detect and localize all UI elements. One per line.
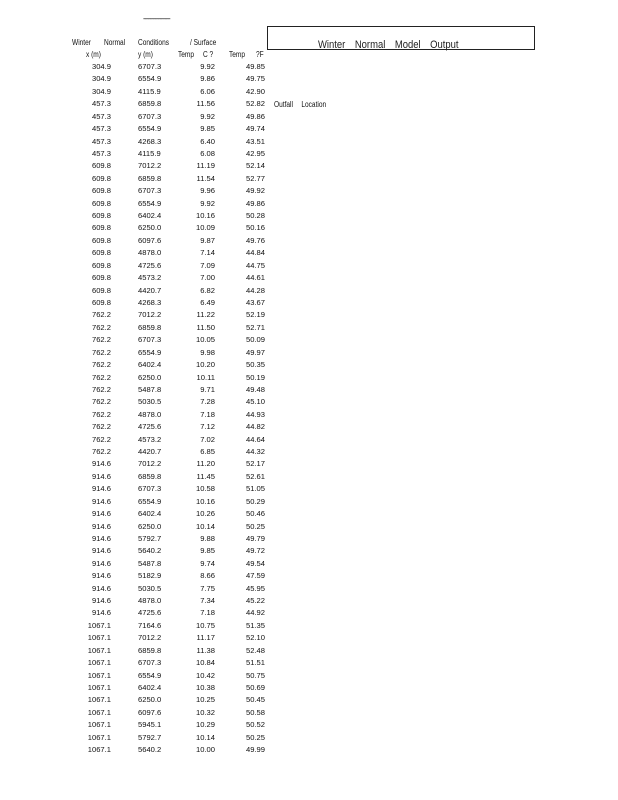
temp-c-cell: 10.58 — [195, 484, 215, 494]
x-cell: 609.8 — [91, 260, 111, 270]
temp-f-cell: 52.61 — [245, 471, 265, 481]
temp-c-cell: 11.54 — [196, 173, 215, 183]
x-cell: 1067.1 — [87, 745, 111, 755]
table-row — [0, 447, 270, 459]
temp-c-cell: 6.08 — [200, 148, 215, 158]
temp-c-cell: 10.09 — [195, 223, 215, 233]
y-cell: 4725.6 — [138, 422, 162, 432]
temp-f-cell: 50.52 — [245, 720, 265, 730]
temp-c-cell: 10.29 — [195, 720, 215, 730]
x-cell: 1067.1 — [87, 620, 111, 630]
x-cell: 762.2 — [91, 434, 111, 444]
table-row — [0, 335, 270, 347]
table-row — [0, 236, 270, 248]
y-cell: 4573.2 — [138, 434, 162, 444]
temp-f-cell: 52.14 — [245, 161, 265, 171]
y-cell: 5792.7 — [138, 533, 162, 543]
temp-f-cell: 50.25 — [245, 521, 265, 531]
y-cell: 6554.9 — [138, 198, 162, 208]
y-cell: 6097.6 — [138, 235, 162, 245]
temp-c-cell: 9.87 — [200, 235, 215, 245]
table-row — [0, 546, 270, 558]
x-cell: 762.2 — [91, 347, 111, 357]
x-cell: 457.3 — [91, 136, 111, 146]
y-cell: 7012.2 — [138, 459, 162, 469]
table-row — [0, 695, 270, 707]
temp-c-cell: 11.45 — [196, 471, 215, 481]
temp-c-cell: 7.18 — [200, 608, 215, 618]
x-cell: 609.8 — [91, 186, 111, 196]
temp-c-cell: 10.42 — [195, 670, 215, 680]
y-cell: 6554.9 — [138, 347, 162, 357]
y-cell: 4573.2 — [138, 273, 162, 283]
temp-c-cell: 10.05 — [195, 335, 215, 345]
table-row — [0, 174, 270, 186]
x-cell: 1067.1 — [87, 683, 111, 692]
temp-f-cell: 44.32 — [245, 447, 265, 457]
table-row — [0, 522, 270, 534]
temp-c-cell: 6.82 — [200, 285, 215, 295]
table-row — [0, 658, 270, 670]
table-row — [0, 534, 270, 546]
x-cell: 914.6 — [91, 521, 111, 531]
table-row — [0, 62, 270, 74]
y-cell: 5640.2 — [138, 546, 162, 556]
x-cell: 762.2 — [91, 422, 111, 432]
header-temp-f-unit: ?F — [256, 50, 264, 59]
header-conditions: Conditions — [138, 38, 170, 47]
table-row — [0, 484, 270, 496]
temp-f-cell: 49.99 — [245, 745, 265, 755]
y-cell: 6097.6 — [138, 707, 162, 717]
temp-c-cell: 8.66 — [200, 571, 215, 581]
x-cell: 914.6 — [91, 558, 111, 568]
temp-f-cell: 50.45 — [245, 695, 265, 705]
temp-c-cell: 10.14 — [195, 732, 215, 742]
temp-c-cell: 10.14 — [195, 521, 215, 531]
temp-f-cell: 49.54 — [245, 558, 265, 568]
y-cell: 6554.9 — [138, 670, 162, 680]
x-cell: 762.2 — [91, 447, 111, 457]
y-cell: 6250.0 — [138, 521, 162, 531]
x-cell: 762.2 — [91, 384, 111, 394]
x-cell: 1067.1 — [87, 707, 111, 717]
table-row — [0, 671, 270, 683]
y-cell: 6402.4 — [138, 683, 162, 692]
temp-c-cell: 7.14 — [200, 248, 215, 258]
x-cell: 609.8 — [91, 285, 111, 295]
temp-c-cell: 6.06 — [200, 86, 215, 96]
table-row — [0, 199, 270, 211]
temp-f-cell: 52.71 — [245, 322, 265, 332]
temp-c-cell: 11.56 — [196, 99, 215, 109]
temp-c-cell: 6.49 — [200, 297, 215, 307]
x-cell: 762.2 — [91, 310, 111, 320]
y-cell: 4725.6 — [138, 608, 162, 618]
header-winter: Winter — [72, 38, 91, 47]
temp-f-cell: 50.29 — [245, 496, 265, 506]
y-cell: 6859.8 — [138, 645, 162, 655]
table-row — [0, 497, 270, 509]
x-cell: 914.6 — [91, 509, 111, 519]
temp-c-cell: 9.71 — [200, 384, 215, 394]
temp-c-cell: 7.75 — [200, 583, 215, 593]
temp-c-cell: 7.12 — [200, 422, 215, 432]
temp-c-cell: 9.92 — [200, 111, 215, 121]
table-row — [0, 186, 270, 198]
table-row — [0, 683, 270, 695]
temp-f-cell: 43.51 — [245, 136, 265, 146]
temp-f-cell: 52.17 — [245, 459, 265, 469]
x-cell: 914.6 — [91, 596, 111, 606]
temp-f-cell: 50.25 — [245, 732, 265, 742]
x-cell: 1067.1 — [87, 732, 111, 742]
x-cell: 1067.1 — [87, 670, 111, 680]
table-row — [0, 459, 270, 471]
table-row — [0, 112, 270, 124]
table-row — [0, 559, 270, 571]
x-cell: 1067.1 — [87, 658, 111, 668]
y-cell: 4878.0 — [138, 596, 162, 606]
table-row — [0, 646, 270, 658]
temp-f-cell: 52.19 — [245, 310, 265, 320]
y-cell: 6554.9 — [138, 496, 162, 506]
temp-c-cell: 6.40 — [200, 136, 215, 146]
x-cell: 1067.1 — [87, 695, 111, 705]
temp-f-cell: 51.05 — [245, 484, 265, 494]
y-cell: 6859.8 — [138, 99, 162, 109]
temp-f-cell: 44.92 — [245, 608, 265, 618]
y-cell: 6707.3 — [138, 658, 162, 668]
temp-f-cell: 44.84 — [245, 248, 265, 258]
y-cell: 4420.7 — [138, 285, 162, 295]
title-box — [267, 26, 535, 50]
header-temp-c-label: Temp — [178, 50, 195, 59]
temp-c-cell: 10.38 — [195, 683, 215, 692]
table-row — [0, 397, 270, 409]
temp-c-cell: 7.34 — [200, 596, 215, 606]
temp-f-cell: 49.79 — [245, 533, 265, 543]
y-cell: 6250.0 — [138, 223, 162, 233]
temp-f-cell: 49.86 — [245, 111, 265, 121]
table-row — [0, 149, 270, 161]
temp-f-cell: 50.16 — [245, 223, 265, 233]
x-cell: 1067.1 — [87, 720, 111, 730]
table-row — [0, 385, 270, 397]
y-cell: 6707.3 — [138, 335, 162, 345]
temp-f-cell: 47.59 — [245, 571, 265, 581]
table-row — [0, 137, 270, 149]
temp-f-cell: 50.09 — [245, 335, 265, 345]
y-cell: 5640.2 — [138, 745, 162, 755]
x-cell: 914.6 — [91, 608, 111, 618]
temp-c-cell: 11.22 — [196, 310, 215, 320]
y-cell: 5487.8 — [138, 558, 162, 568]
y-cell: 6402.4 — [138, 360, 162, 370]
title-text: Winter Normal Model Output — [318, 39, 459, 51]
temp-f-cell: 50.19 — [245, 372, 265, 382]
table-row — [0, 87, 270, 99]
temp-f-cell: 44.93 — [245, 409, 265, 419]
header-x: x (m) — [86, 50, 101, 59]
y-cell: 6402.4 — [138, 211, 162, 221]
temp-f-cell: 42.95 — [245, 148, 265, 158]
temp-c-cell: 9.92 — [200, 62, 215, 71]
temp-c-cell: 10.32 — [195, 707, 215, 717]
temp-f-cell: 52.82 — [245, 99, 265, 109]
temp-f-cell: 51.51 — [245, 658, 265, 668]
temp-c-cell: 7.18 — [200, 409, 215, 419]
y-cell: 6250.0 — [138, 695, 162, 705]
x-cell: 609.8 — [91, 235, 111, 245]
temp-f-cell: 49.48 — [245, 384, 265, 394]
temp-f-cell: 52.10 — [245, 633, 265, 643]
temp-f-cell: 49.86 — [245, 198, 265, 208]
temp-c-cell: 10.16 — [195, 496, 215, 506]
y-cell: 6707.3 — [138, 62, 162, 71]
temp-c-cell: 9.92 — [200, 198, 215, 208]
temp-f-cell: 50.69 — [245, 683, 265, 692]
x-cell: 609.8 — [91, 223, 111, 233]
x-cell: 304.9 — [91, 86, 111, 96]
table-row — [0, 348, 270, 360]
temp-c-cell: 9.86 — [200, 74, 215, 84]
y-cell: 7164.6 — [138, 620, 162, 630]
x-cell: 609.8 — [91, 248, 111, 258]
y-cell: 6707.3 — [138, 484, 162, 494]
y-cell: 5487.8 — [138, 384, 162, 394]
x-cell: 762.2 — [91, 360, 111, 370]
table-row — [0, 286, 270, 298]
table-row — [0, 223, 270, 235]
table-row — [0, 435, 270, 447]
temp-c-cell: 6.85 — [200, 447, 215, 457]
x-cell: 914.6 — [91, 533, 111, 543]
temp-c-cell: 9.88 — [200, 533, 215, 543]
temp-c-cell: 9.98 — [200, 347, 215, 357]
x-cell: 609.8 — [91, 273, 111, 283]
x-cell: 762.2 — [91, 372, 111, 382]
temp-c-cell: 7.02 — [200, 434, 215, 444]
y-cell: 6859.8 — [138, 471, 162, 481]
temp-f-cell: 44.64 — [245, 434, 265, 444]
table-row — [0, 621, 270, 633]
x-cell: 457.3 — [91, 99, 111, 109]
x-cell: 457.3 — [91, 124, 111, 134]
y-cell: 4115.9 — [138, 86, 161, 96]
temp-c-cell: 11.20 — [196, 459, 215, 469]
table-row — [0, 571, 270, 583]
temp-c-cell: 11.17 — [196, 633, 215, 643]
table-row — [0, 633, 270, 645]
table-row — [0, 261, 270, 273]
header-temp-f-label: Temp — [229, 50, 246, 59]
x-cell: 609.8 — [91, 211, 111, 221]
y-cell: 6554.9 — [138, 74, 162, 84]
x-cell: 609.8 — [91, 198, 111, 208]
x-cell: 762.2 — [91, 322, 111, 332]
table-row — [0, 74, 270, 86]
y-cell: 4268.3 — [138, 297, 162, 307]
x-cell: 609.8 — [91, 297, 111, 307]
table-row — [0, 99, 270, 111]
header-y: y (m) — [138, 50, 153, 59]
table-row — [0, 124, 270, 136]
x-cell: 762.2 — [91, 409, 111, 419]
temp-f-cell: 43.67 — [245, 297, 265, 307]
temp-f-cell: 49.85 — [245, 62, 265, 71]
y-cell: 5182.9 — [138, 571, 162, 581]
y-cell: 4878.0 — [138, 409, 162, 419]
x-cell: 762.2 — [91, 397, 111, 407]
y-cell: 7012.2 — [138, 310, 162, 320]
temp-f-cell: 49.74 — [245, 124, 265, 134]
temp-f-cell: 45.95 — [245, 583, 265, 593]
y-cell: 5792.7 — [138, 732, 162, 742]
temp-c-cell: 10.26 — [195, 509, 215, 519]
y-cell: 7012.2 — [138, 633, 162, 643]
y-cell: 7012.2 — [138, 161, 162, 171]
temp-f-cell: 45.22 — [245, 596, 265, 606]
temp-c-cell: 11.19 — [196, 161, 215, 171]
temp-c-cell: 10.25 — [195, 695, 215, 705]
table-row — [0, 745, 270, 757]
table-row — [0, 161, 270, 173]
table-row — [0, 509, 270, 521]
header-normal: Normal — [104, 38, 126, 47]
temp-c-cell: 7.28 — [200, 397, 215, 407]
temp-c-cell: 10.20 — [195, 360, 215, 370]
temp-c-cell: 7.00 — [200, 273, 215, 283]
temp-c-cell: 7.09 — [200, 260, 215, 270]
y-cell: 4115.9 — [138, 148, 161, 158]
table-row — [0, 422, 270, 434]
x-cell: 914.6 — [91, 546, 111, 556]
y-cell: 5030.5 — [138, 397, 162, 407]
table-row — [0, 360, 270, 372]
temp-f-cell: 52.48 — [245, 645, 265, 655]
x-cell: 304.9 — [91, 62, 111, 71]
y-cell: 6707.3 — [138, 111, 162, 121]
temp-f-cell: 50.28 — [245, 211, 265, 221]
temp-f-cell: 44.61 — [245, 273, 265, 283]
y-cell: 4878.0 — [138, 248, 162, 258]
outfall-location-label: Outfall Location — [274, 100, 327, 109]
temp-f-cell: 50.58 — [245, 707, 265, 717]
x-cell: 304.9 — [91, 74, 111, 84]
temp-c-cell: 11.50 — [196, 322, 215, 332]
header-dashes: ---------------- — [143, 14, 170, 23]
y-cell: 4420.7 — [138, 447, 162, 457]
temp-c-cell: 10.75 — [195, 620, 215, 630]
table-row — [0, 298, 270, 310]
y-cell: 6250.0 — [138, 372, 162, 382]
y-cell: 4725.6 — [138, 260, 162, 270]
x-cell: 914.6 — [91, 471, 111, 481]
y-cell: 6554.9 — [138, 124, 162, 134]
x-cell: 914.6 — [91, 484, 111, 494]
temp-f-cell: 50.35 — [245, 360, 265, 370]
temp-c-cell: 9.74 — [200, 558, 215, 568]
table-row — [0, 733, 270, 745]
y-cell: 5945.1 — [138, 720, 162, 730]
table-row — [0, 584, 270, 596]
temp-c-cell: 9.96 — [200, 186, 215, 196]
x-cell: 914.6 — [91, 571, 111, 581]
y-cell: 5030.5 — [138, 583, 162, 593]
temp-f-cell: 52.77 — [245, 173, 265, 183]
temp-f-cell: 49.75 — [245, 74, 265, 84]
x-cell: 914.6 — [91, 496, 111, 506]
x-cell: 457.3 — [91, 148, 111, 158]
temp-c-cell: 10.11 — [196, 372, 215, 382]
temp-c-cell: 9.85 — [200, 546, 215, 556]
table-row — [0, 608, 270, 620]
x-cell: 914.6 — [91, 459, 111, 469]
y-cell: 6707.3 — [138, 186, 162, 196]
temp-f-cell: 45.10 — [245, 397, 265, 407]
table-row — [0, 410, 270, 422]
temp-c-cell: 10.84 — [195, 658, 215, 668]
table-row — [0, 720, 270, 732]
x-cell: 457.3 — [91, 111, 111, 121]
temp-f-cell: 50.75 — [245, 670, 265, 680]
temp-f-cell: 42.90 — [245, 86, 265, 96]
x-cell: 609.8 — [91, 173, 111, 183]
table-row — [0, 596, 270, 608]
y-cell: 6402.4 — [138, 509, 162, 519]
temp-f-cell: 49.72 — [245, 546, 265, 556]
temp-f-cell: 50.46 — [245, 509, 265, 519]
table-row — [0, 323, 270, 335]
temp-f-cell: 44.82 — [245, 422, 265, 432]
temp-f-cell: 44.28 — [245, 285, 265, 295]
table-row — [0, 708, 270, 720]
table-row — [0, 310, 270, 322]
temp-f-cell: 51.35 — [245, 620, 265, 630]
temp-f-cell: 49.76 — [245, 235, 265, 245]
table-row — [0, 472, 270, 484]
y-cell: 6859.8 — [138, 322, 162, 332]
table-row — [0, 373, 270, 385]
temp-f-cell: 44.75 — [245, 260, 265, 270]
temp-f-cell: 49.92 — [245, 186, 265, 196]
temp-c-cell: 10.00 — [195, 745, 215, 755]
x-cell: 1067.1 — [87, 645, 111, 655]
header-surface: / Surface — [190, 38, 217, 47]
y-cell: 4268.3 — [138, 136, 162, 146]
temp-c-cell: 10.16 — [195, 211, 215, 221]
header-temp-c-unit: C ? — [203, 50, 214, 59]
table-row — [0, 248, 270, 260]
x-cell: 1067.1 — [87, 633, 111, 643]
temp-f-cell: 49.97 — [245, 347, 265, 357]
x-cell: 762.2 — [91, 335, 111, 345]
temp-c-cell: 9.85 — [200, 124, 215, 134]
x-cell: 609.8 — [91, 161, 111, 171]
temp-c-cell: 11.38 — [196, 645, 215, 655]
y-cell: 6859.8 — [138, 173, 162, 183]
table-row — [0, 273, 270, 285]
table-row — [0, 211, 270, 223]
x-cell: 914.6 — [91, 583, 111, 593]
